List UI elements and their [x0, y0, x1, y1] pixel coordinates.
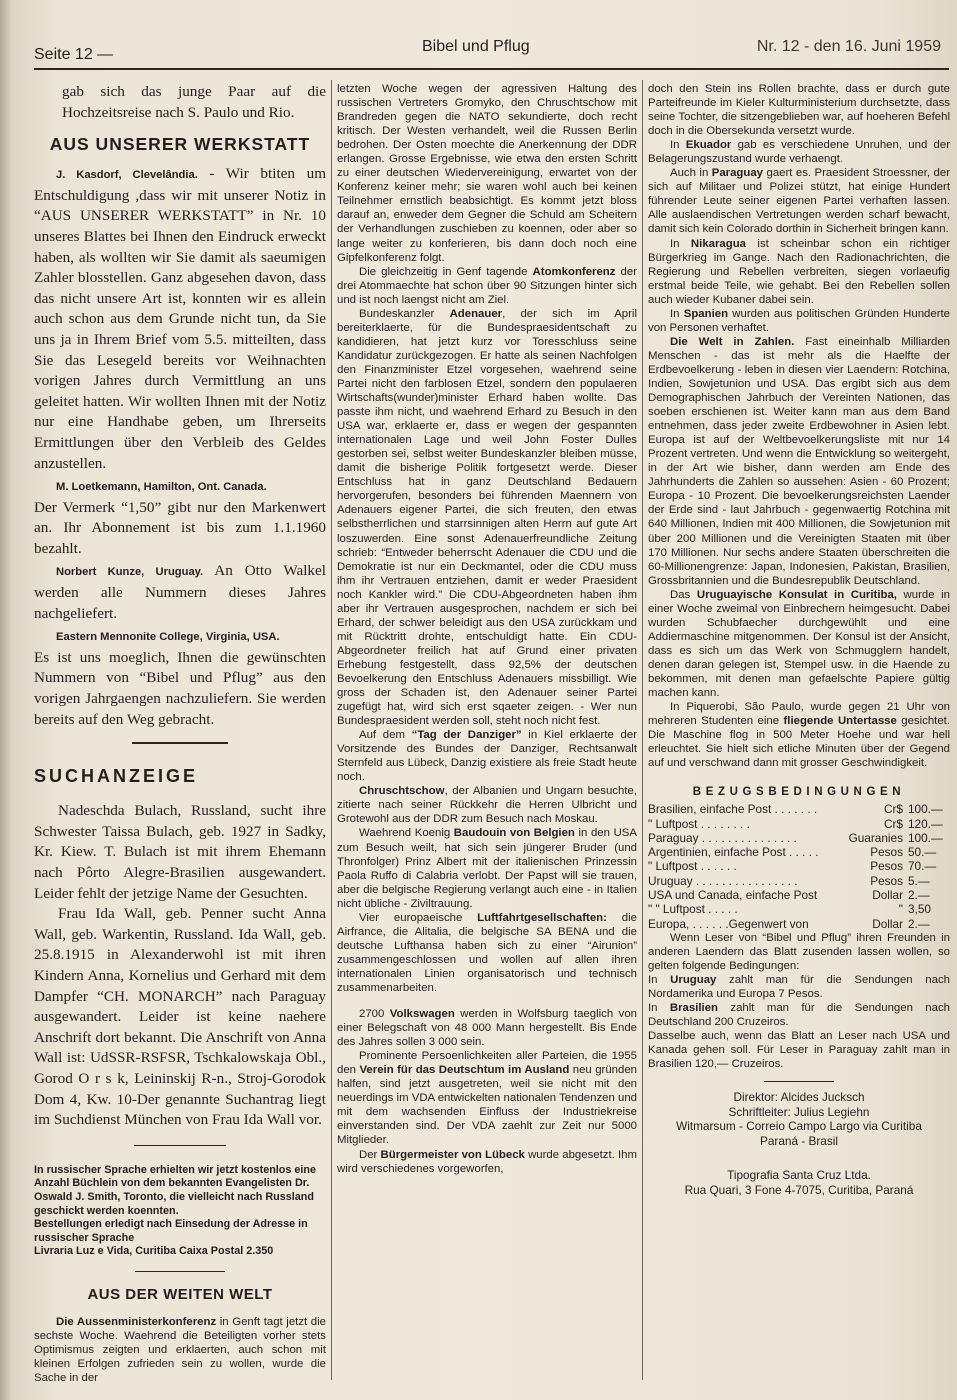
- price-amt: 2.—: [908, 916, 930, 931]
- subscription-heading: BEZUGSBEDINGUNGEN: [692, 786, 906, 799]
- werkstatt-item: Es ist uns moeglich, Ihnen die gewünschten Nummern von “Bibel und Pflug” aus den vorigen Jahrgaengen nachzuliefern. Sie werden bereits auf den Weg gebracht.: [34, 648, 326, 728]
- section-heading-suchanzeige: SUCHANZEIGE: [34, 766, 199, 787]
- world-news-paragraph: Die Aussenministerkonferenz in Genft tagt jetzt die sechste Woche. Waehrend die Beteiligten vorher stets Optimismus zeigten und erklaerten, auch schon mit kleinen Erfolgen zufrieden sein zu wollen, wurde die Sache in der: [34, 1315, 326, 1385]
- price-amt: 100.—: [908, 830, 943, 845]
- price-row: [648, 874, 950, 888]
- price-label: Paraguay . . . . . . . . . . . . . . .: [648, 830, 797, 845]
- werkstatt-item: J. Kasdorf, Clevelândia. - Wir btiten um Entschuldigung ,dass wir mit unserer Notiz in “AUS UNSERER WERKSTATT” in Nr. 10 unseres Blattes bei Ihnen den Eindruck erweckt haben, als wollten wir Sie damit als saeumigen Zahler blosstellen. Ganz abgesehen davon, dass das nicht unsere Art ist, konnten wir es allein auch schon aus dem Grunde nicht tun, da Sie uns ja in Ihrem Brief vom 5.5. mitteilten, dass Sie das Lesegeld bereits vor Weihnachten vorigen Jahres durch Vermittlung an uns geleitet hatten. Wir wollten Ihnen mit der Notiz nur eine Handhabe geben, um Ihrerseits Ermittlungen über den Verbleib des Geldes anzustellen.: [34, 165, 327, 472]
- price-row: [648, 917, 950, 931]
- price-amt: 3,50: [908, 902, 931, 917]
- imprint-printer: Tipografia Santa Cruz Ltda.: [727, 1168, 871, 1183]
- subscription-price-table: [648, 802, 950, 931]
- werkstatt-item-name: Eastern Mennonite College, Virginia, USA.: [56, 631, 280, 644]
- imprint-director: Direktor: Alcides Jucksch: [733, 1090, 865, 1105]
- recipient-name: J. Kasdorf, Clevelândia.: [56, 169, 198, 182]
- column-1: [34, 82, 326, 1385]
- column-2: [337, 82, 637, 1176]
- werkstatt-item-name: M. Loetkemann, Hamilton, Ont. Canada.: [56, 481, 267, 494]
- section-divider: [135, 1271, 225, 1272]
- header-rule: [34, 68, 949, 70]
- imprint-printer-address: Rua Quari, 3 Fone 4-7075, Curitiba, Paraná: [684, 1182, 914, 1197]
- news-paragraph: Bundeskanzler Adenauer, der sich im April bereiterklaerte, für die Bundespraesidentschaft zu kandidieren, hat jetzt kurz vor Toresschluss seine Kandidatur zurückgezogen. Er hatte als seinen Nachfolgen den Finanzminister Etzel vorgesehen, waehrend seine Partei nicht den farblosen Etzel, sondern den populaeren Wirtschafts(wunder)minister Erhard haben wollte. Das passte ihm nicht, und waehrend Erhard zu Besuch in den USA war, erklaerte er, dass er wegen der gespannten internationalen Lage und weil John Foster Dulles gestorben sei, selbst weiter Bundeskanzler bleiben müsse, damit die bisherige Politik fortgesetzt werde. Dieser Entschluss hat in ganz Deutschland Bedauern hervorgerufen, besonders bei führenden Maennern von Adenauers eigener Partei, die sich freuten, den etwas selbstherrlichen und starrsinnigen alten Herrn auf gute Art loszuwerden. Eine sonst Adenauerfreundliche Zeitung schrieb: “Entweder beherrscht Adenauer die CDU und die Demokratie ist nur ein Deckmantel, oder die CDU muss ihm ihr Vertrauen entziehen, damit er weder Praesident noch Kankler wird.” Die CDU-Abgeordneten haben ihm aber ihr Vertrauen ausgesprochen, nachdem er sich bei Erhard, der schwer beleidigt aus den USA zurückkam und mit Rücktritt drohte, entschuldigt hatte. Ein CDU-Abgeordneter freilich hat auf Grund einer privaten Erhebung festgestellt, dass 92,5% der deutschen Bevoelkerung den Entschluss Adenauers missbilligt. Wie gross der Schaden ist, den Adenauer seiner Partei zugefügt hat, wird sich erst sqaeter zeigen. - Wer nun Bundespraesident werden soll, steht noch nicht fest.: [337, 307, 637, 728]
- price-label: " " Luftpost . . . . .: [648, 902, 738, 917]
- news-paragraph: In Spanien wurden aus politischen Gründen Hunderte von Personen verhaftet.: [648, 307, 950, 334]
- column-3: [648, 82, 950, 1197]
- news-paragraph: doch den Stein ins Rollen brachte, dass er durch gute Parteifreunde im Kieler Kulturministerium durchsetzte, dass seine Tochter, die sitzengeblieben war, auf hoeheren Befehl doch in die Obersekunda versetzt wurde.: [648, 83, 950, 138]
- news-paragraph: In Piquerobi, São Paulo, wurde gegen 21 Uhr von mehreren Studenten eine fliegende Untertasse gesichtet. Die Maschine flog in 500 Meter Hoehe und war hell erleuchtet. Sie hielt sich etliche Minuten über der Gegend auf und verschwand dann mit grosser Geschwindigkeit.: [648, 701, 951, 770]
- search-notice: Frau Ida Wall, geb. Penner sucht Anna Wall, geb. Warkentin, Russland. Ida Wall, geb. 25.8.1915 in Alexanderwohl ist mit ihren Kindern Anna, Kornelius und Gerhard mit dem Dampfer “CH. MONARCH” nach Paraguay ausgewandert. Leider ist keine naehere Anschrift dort bekannt. Die Anschrift von Anna Wall ist: UdSSR-RSFSR, Tschkalowskaja Obl., Gorod O r s k, Leininskij R-n., Stroj-Gorodok Dom 4, Kw. 10-Der genannte Suchantrag liegt im Suchdienst München von Frau Ida Wall vor.: [34, 905, 326, 1129]
- news-paragraph: Die gleichzeitig in Genf tagende Atomkonferenz der drei Atommaechte hat schon über 90 Sitzungen hinter sich und ist noch laengst nicht am Ziel.: [337, 265, 637, 306]
- news-paragraph: Waehrend Koenig Baudouin von Belgien in den USA zum Besuch weilt, hat sich sein jüngerer Bruder (und Thronfolger) Prinz Albert mit der italienischen Prinzessin Paola Ruffo di Calabria verlobt. Der Papst will sie trauen, aber die belgische Regierung verlangt auch eine - in Italien nicht übliche - Ziviltrauung.: [337, 827, 637, 910]
- news-paragraph: 2700 Volkswagen werden in Wolfsburg taeglich von einer Belegschaft von 48 000 Mann hergestellt. Bis Ende des Jahres sollen 3 000 sein.: [337, 1008, 637, 1049]
- price-cur: Pesos: [870, 873, 903, 888]
- intro-paragraph: gab sich das junge Paar auf die Hochzeitsreise nach S. Paulo und Rio.: [62, 83, 326, 121]
- price-cur: Pesos: [870, 859, 903, 874]
- price-label: USA und Canada, einfache Post: [648, 888, 818, 903]
- imprint-editor: Schriftleiter: Julius Legiehn: [728, 1104, 870, 1119]
- section-divider: [134, 1145, 226, 1146]
- price-row: [648, 802, 950, 816]
- book-notice-order: Bestellungen erledigt nach Einsedung der Adresse in russischer Sprache: [34, 1218, 308, 1244]
- price-cur: Cr$: [883, 802, 903, 817]
- news-paragraph: Die Welt in Zahlen. Fast eineinhalb Milliarden Menschen - das ist mehr als die Haelfte der Erdbevoelkerung - leben in diesen vier Laendern: Rotchina, Indien, Sowjetunion und USA. Das ergibt sich aus dem Demographischen Jahrbuch der Vereinten Nationen, das soeben erschienen ist. Weiter kann man aus dem Band entnehmen, dass jeder zweite Erdbewohner in Asien lebt. Europa ist auf der Weltbevoelkerungsliste mit nur 14 Prozent vertreten. Und wenn die Entwicklung so weitergeht, in der Art wie bisher, dann werden am Ende des Jahrhunderts die Zahlen so aussehen: Asien - 60 Prozent; Europa - 10 Prozent. Die bevoelkerungsreichsten Laender der Erde sind - laut Jahrbuch - gegenwaertig Rotchina mit 640 Millionen, Indien mit 400 Millionen, die Sowjetunion mit über 200 Millionen und die Vereinigten Staaten mit über 170 Millionen. Nur sechs andere Staaten überschreiten die 60-Millionengrenze: Japan, Indonesien, Pakistan, Brasilien, Grossbritannien und die Bundesrepublik Deutschland.: [648, 335, 950, 587]
- page-edge-shadow: [0, 0, 12, 1400]
- price-amt: 120.—: [908, 816, 943, 831]
- subscription-note: In Brasilien zahlt man für die Sendungen nach Deutschland 200 Cruzeiros.: [648, 1002, 950, 1029]
- newspaper-title: Bibel und Pflug: [422, 38, 530, 55]
- column-divider-1: [331, 80, 332, 1380]
- subscription-note: Wenn Leser von “Bibel und Pflug” ihren Freunden in anderen Laendern das Blatt zusenden lassen wollen, so gelten folgende Bedingungen:: [648, 931, 950, 973]
- price-label: " Luftpost . . . . . .: [648, 859, 737, 874]
- page-header: [34, 36, 949, 70]
- subscription-note: In Uruguay zahlt man für die Sendungen nach Nordamerika und Europa 7 Pesos.: [648, 974, 950, 1001]
- price-row: [648, 902, 950, 916]
- news-paragraph: letzten Woche wegen der agressiven Haltung des russischen Vertreters Gromyko, den Chruschtschow mit Brandreden gegen die NATO sekundierte, doch recht kritisch. Der Westen verhandelt, weil die Russen Berlin bedrohen. Der Osten moechte die Anerkennung der DDR erlangen. Grosse Ergebnisse, wie etwa den ersten Schritt zu einer deutschen Wiedervereinigung, erwartet von der Konferenz keiner mehr; sie waren wohl auch bei keinen Teilnehmer ernstlich beabsichtigt. Es kommt jetzt bloss darauf an, enweder dem Gegner die Schuld am Scheitern der Verhandlungen zuschieben zu koennen, oder aber so lange weiter zu konferieren, bis dann doch noch eine Gipfelkonferenz folgt.: [337, 83, 637, 264]
- price-amt: 2.—: [908, 888, 930, 903]
- news-paragraph: Prominente Persoenlichkeiten aller Parteien, die 1955 den Verein für das Deutschtum im Ausland neu gründen halfen, sind jetzt ausgetreten, weil sie nicht mit den neuerdings im VDA entwickelten nationalen Tendenzen und mit dem wachsenden Einfluss der Industriekreise einverstanden sind. Der VDA zaehlt zur Zeit nur 5000 Mitglieder.: [337, 1050, 638, 1147]
- price-label: Brasilien, einfache Post . . . . . . .: [648, 802, 818, 817]
- price-row: [648, 831, 950, 845]
- price-amt: 100.—: [908, 802, 943, 817]
- price-cur: Guaranies: [848, 830, 903, 845]
- price-amt: 50.—: [908, 845, 937, 860]
- section-divider: [132, 742, 228, 744]
- search-notice: Nadeschda Bulach, Russland, sucht ihre Schwester Taissa Bulach, geb. 1927 in Sadky, Kr. Kiew. T. Bulach ist mit ihrem Ehemann nach Pôrto Alegre-Brasilien ausgewandert. Leider fehlt der jetzige Name der Gesuchten.: [34, 802, 326, 902]
- price-cur: Dollar: [872, 888, 903, 903]
- werkstatt-item: Norbert Kunze, Uruguay. An Otto Walkel werden alle Nummern dieses Jahres nachgeliefert.: [34, 562, 326, 622]
- imprint-address: Witmarsum - Correio Campo Largo via Curitiba: [676, 1119, 922, 1134]
- price-cur: Pesos: [870, 845, 903, 860]
- imprint: [648, 1090, 950, 1197]
- price-amt: 5.—: [908, 873, 930, 888]
- book-notice-address: Livraria Luz e Vida, Curitiba Caixa Postal 2.350: [34, 1245, 274, 1258]
- imprint-region: Paraná - Brasil: [759, 1133, 839, 1148]
- column-divider-2: [642, 80, 643, 1380]
- news-paragraph: In Ekuador gab es verschiedene Unruhen, und der Belagerungszustand wurde verhaengt.: [648, 139, 950, 166]
- subscription-note: Dasselbe auch, wenn das Blatt an Leser nach USA und Kanada gehen soll. Für Leser in Paraguay zahlt man in Brasilien 120,— Cruzeiros.: [648, 1030, 950, 1071]
- price-row: [648, 817, 950, 831]
- price-row: [648, 845, 950, 859]
- price-row: [648, 859, 950, 873]
- news-paragraph: Vier europaeische Luftfahrtgesellschaften: die Airfrance, die Alitalia, die belgische SA BENA und die deutsche Lufthansa haben sich zu einer “Airunion” zusammengeschlossen und wollen auf allen ihren internationalen Linien organisatorisch und technisch zusammenarbeiten.: [337, 911, 637, 994]
- news-paragraph: Auch in Paraguay gaert es. Praesident Stroessner, der sich auf Militaer und Polizei stützt, hat einige Hundert führender Leute seiner eigenen Partei verhaften lassen. Alle auslaendischen Vertretungen werden scharf bewacht, damit sich kein Colorado dorthin in Sicherheit bringen kann.: [648, 167, 950, 236]
- issue-date: Nr. 12 - den 16. Juni 1959: [756, 38, 941, 55]
- price-label: Europa, . . . . . .Gegenwert von: [648, 916, 809, 931]
- page-number: Seite 12 —: [34, 46, 114, 63]
- section-heading-weite-welt: AUS DER WEITEN WELT: [87, 1285, 273, 1303]
- price-amt: 70.—: [908, 859, 937, 874]
- news-paragraph: In Nikaragua ist scheinbar schon ein richtiger Bürgerkrieg im Gange. Nach den Radionachrichten, die Regierung und Rebellen verbreiten, siegen vorlaeufig erstmal beide Teile, wie gehabt. Bei den Rebellen sollen auch wieder Kubaner dabei sein.: [648, 237, 950, 306]
- price-label: Uruguay . . . . . . . . . . . . . . . .: [648, 873, 798, 888]
- news-paragraph: Der Bürgermeister von Lübeck wurde abgesetzt. Ihm wird verschiedenes vorgeworfen,: [337, 1148, 637, 1175]
- book-notice: In russischer Sprache erhielten wir jetzt kostenlos eine Anzahl Büchlein von dem bekannten Evangelisten Dr. Oswald J. Smith, Toronto, die vielleicht nach Russland geschickt werden koennten.: [34, 1163, 317, 1217]
- price-cur: Cr$: [883, 816, 903, 831]
- section-divider: [764, 1081, 834, 1082]
- werkstatt-item: Der Vermerk “1,50” gibt nur den Markenwert an. Ihr Abonnement ist bis zum 1.1.1960 bezahlt.: [34, 498, 326, 557]
- news-paragraph: Chruschtschow, der Albanien und Ungarn besuchte, zitierte nach seiner Rückkehr die Herren Ulbricht und Grotewohl aus der DDR zum Besuch nach Moskau.: [337, 785, 637, 826]
- price-label: " Luftpost . . . . . . . .: [648, 816, 750, 831]
- price-row: [648, 888, 950, 902]
- price-label: Argentinien, einfache Post . . . . .: [648, 845, 819, 860]
- price-cur: ": [898, 902, 903, 917]
- price-cur: Dollar: [872, 916, 903, 931]
- news-paragraph: Das Uruguayische Konsulat in Curitiba, wurde in einer Woche zweimal von Einbrechern heimgesucht. Dabei wurden Schubfaecher durchgewühlt und eine Addiermaschine mitgenommen. Der Konsul ist der Ansicht, dass es sich um das Werk von Schmugglern handelt, denen daran gelegen ist, Stempel usw. in die Haende zu bekommen, mit denen man gefaelschte Papiere gültig machen kann.: [648, 588, 950, 700]
- news-paragraph: Auf dem “Tag der Danziger” in Kiel erklaerte der Vorsitzende des Bundes der Danziger, Rechtsanwalt Sternfeld aus Lübeck, Danzig existiere als freie Stadt heute noch.: [337, 729, 637, 784]
- section-heading-werkstatt: AUS UNSERER WERKSTATT: [49, 134, 311, 155]
